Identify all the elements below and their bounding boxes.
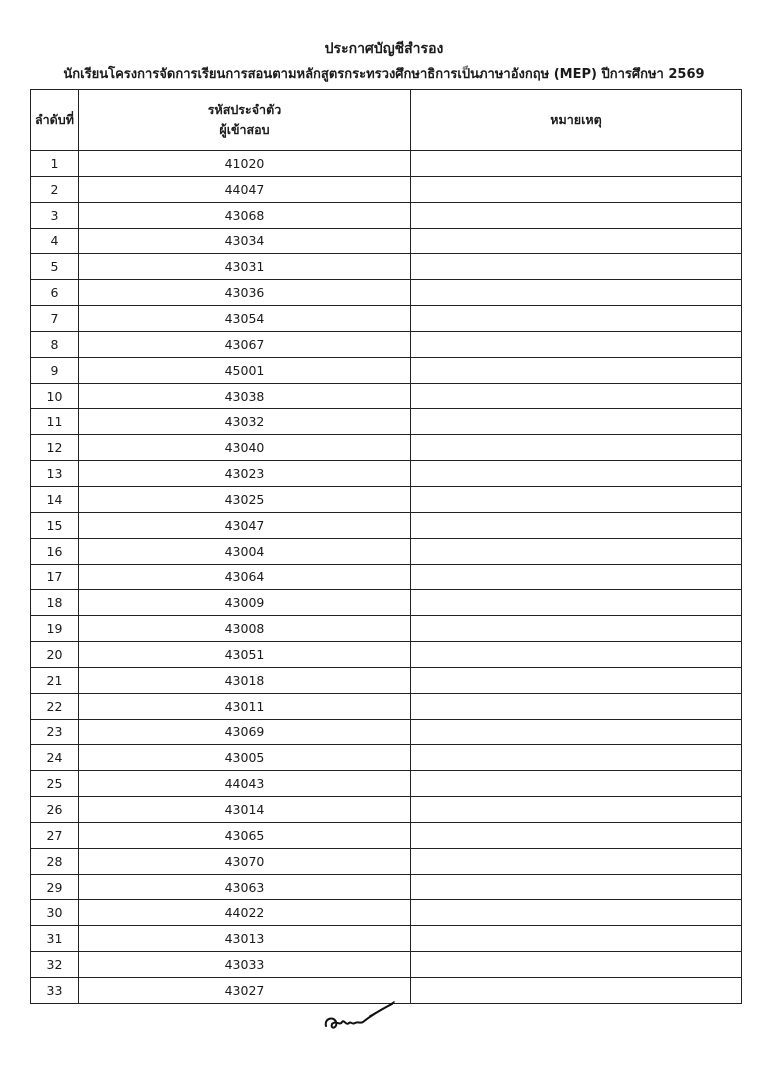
row-remark-cell <box>411 512 742 538</box>
row-remark-cell <box>411 926 742 952</box>
row-remark-cell <box>411 176 742 202</box>
row-order-cell: 33 <box>31 978 79 1004</box>
row-remark-cell <box>411 848 742 874</box>
row-examinee-id-cell: 43070 <box>79 848 411 874</box>
row-examinee-id-cell: 43009 <box>79 590 411 616</box>
row-remark-cell <box>411 435 742 461</box>
row-examinee-id-cell: 43025 <box>79 486 411 512</box>
row-order-cell: 8 <box>31 331 79 357</box>
row-remark-cell <box>411 254 742 280</box>
table-row <box>31 512 742 538</box>
row-order-cell: 19 <box>31 616 79 642</box>
row-order-cell: 11 <box>31 409 79 435</box>
table-row <box>31 331 742 357</box>
row-examinee-id-cell: 44043 <box>79 771 411 797</box>
row-order-cell: 21 <box>31 667 79 693</box>
row-examinee-id-cell: 41020 <box>79 151 411 177</box>
row-order-cell: 22 <box>31 693 79 719</box>
row-remark-cell <box>411 797 742 823</box>
column-header-remark: หมายเหตุ <box>411 90 742 151</box>
column-header-order: ลำดับที่ <box>31 90 79 151</box>
row-examinee-id-cell: 43008 <box>79 616 411 642</box>
row-order-cell: 4 <box>31 228 79 254</box>
row-examinee-id-cell: 44047 <box>79 176 411 202</box>
table-row <box>31 228 742 254</box>
page-subtitle: นักเรียนโครงการจัดการเรียนการสอนตามหลักสูตรกระทรวงศึกษาธิการเป็นภาษาอังกฤษ (MEP) ปีการศึกษา 2569 <box>63 67 705 82</box>
row-remark-cell <box>411 409 742 435</box>
table-row <box>31 357 742 383</box>
row-remark-cell <box>411 564 742 590</box>
row-remark-cell <box>411 642 742 668</box>
row-examinee-id-cell: 43063 <box>79 874 411 900</box>
table-row <box>31 306 742 332</box>
table-row <box>31 642 742 668</box>
row-order-cell: 25 <box>31 771 79 797</box>
row-order-cell: 2 <box>31 176 79 202</box>
row-order-cell: 30 <box>31 900 79 926</box>
row-remark-cell <box>411 590 742 616</box>
row-examinee-id-cell: 43013 <box>79 926 411 952</box>
row-order-cell: 12 <box>31 435 79 461</box>
row-examinee-id-cell: 43011 <box>79 693 411 719</box>
table-row <box>31 926 742 952</box>
row-remark-cell <box>411 461 742 487</box>
row-examinee-id-cell: 43027 <box>79 978 411 1004</box>
table-row <box>31 616 742 642</box>
row-examinee-id-cell: 43067 <box>79 331 411 357</box>
row-order-cell: 17 <box>31 564 79 590</box>
row-remark-cell <box>411 745 742 771</box>
row-remark-cell <box>411 306 742 332</box>
row-examinee-id-cell: 43051 <box>79 642 411 668</box>
row-remark-cell <box>411 874 742 900</box>
row-examinee-id-cell: 43069 <box>79 719 411 745</box>
column-header-id-line1: รหัสประจำตัว <box>207 102 282 117</box>
table-row <box>31 486 742 512</box>
row-order-cell: 24 <box>31 745 79 771</box>
row-remark-cell <box>411 719 742 745</box>
row-remark-cell <box>411 228 742 254</box>
row-remark-cell <box>411 667 742 693</box>
table-row <box>31 383 742 409</box>
row-order-cell: 29 <box>31 874 79 900</box>
table-row <box>31 771 742 797</box>
row-order-cell: 31 <box>31 926 79 952</box>
table-row <box>31 667 742 693</box>
row-examinee-id-cell: 43031 <box>79 254 411 280</box>
table-row <box>31 874 742 900</box>
row-order-cell: 32 <box>31 952 79 978</box>
row-order-cell: 13 <box>31 461 79 487</box>
row-examinee-id-cell: 43040 <box>79 435 411 461</box>
table-row <box>31 151 742 177</box>
row-remark-cell <box>411 538 742 564</box>
row-examinee-id-cell: 44022 <box>79 900 411 926</box>
row-remark-cell <box>411 978 742 1004</box>
row-remark-cell <box>411 771 742 797</box>
row-order-cell: 7 <box>31 306 79 332</box>
row-examinee-id-cell: 43023 <box>79 461 411 487</box>
row-examinee-id-cell: 43034 <box>79 228 411 254</box>
table-body <box>31 151 742 1004</box>
table-row <box>31 435 742 461</box>
row-order-cell: 5 <box>31 254 79 280</box>
row-remark-cell <box>411 616 742 642</box>
table-row <box>31 564 742 590</box>
table-row <box>31 900 742 926</box>
row-remark-cell <box>411 383 742 409</box>
reserve-list-table <box>30 89 742 1004</box>
table-row <box>31 848 742 874</box>
row-examinee-id-cell: 43004 <box>79 538 411 564</box>
row-order-cell: 23 <box>31 719 79 745</box>
row-examinee-id-cell: 43032 <box>79 409 411 435</box>
row-order-cell: 15 <box>31 512 79 538</box>
table-row <box>31 202 742 228</box>
row-remark-cell <box>411 822 742 848</box>
row-order-cell: 3 <box>31 202 79 228</box>
row-examinee-id-cell: 43054 <box>79 306 411 332</box>
column-header-id-line2: ผู้เข้าสอบ <box>219 122 270 137</box>
row-examinee-id-cell: 43036 <box>79 280 411 306</box>
row-remark-cell <box>411 486 742 512</box>
row-remark-cell <box>411 900 742 926</box>
row-examinee-id-cell: 43018 <box>79 667 411 693</box>
row-remark-cell <box>411 693 742 719</box>
page-title: ประกาศบัญชีสำรอง <box>324 41 444 57</box>
column-header-examinee-id <box>79 90 411 151</box>
row-order-cell: 26 <box>31 797 79 823</box>
row-examinee-id-cell: 43064 <box>79 564 411 590</box>
row-remark-cell <box>411 151 742 177</box>
row-remark-cell <box>411 280 742 306</box>
table-row <box>31 693 742 719</box>
table-row <box>31 822 742 848</box>
table-row <box>31 176 742 202</box>
row-order-cell: 16 <box>31 538 79 564</box>
table-row <box>31 952 742 978</box>
row-examinee-id-cell: 43005 <box>79 745 411 771</box>
table-row <box>31 280 742 306</box>
row-remark-cell <box>411 357 742 383</box>
row-order-cell: 20 <box>31 642 79 668</box>
row-order-cell: 10 <box>31 383 79 409</box>
table-row <box>31 797 742 823</box>
table-row <box>31 409 742 435</box>
row-order-cell: 6 <box>31 280 79 306</box>
row-order-cell: 9 <box>31 357 79 383</box>
handwritten-signature-icon <box>318 986 398 1036</box>
row-examinee-id-cell: 43068 <box>79 202 411 228</box>
table-row <box>31 461 742 487</box>
row-examinee-id-cell: 43047 <box>79 512 411 538</box>
row-remark-cell <box>411 952 742 978</box>
row-order-cell: 1 <box>31 151 79 177</box>
row-order-cell: 28 <box>31 848 79 874</box>
table-row <box>31 590 742 616</box>
table-row <box>31 538 742 564</box>
row-remark-cell <box>411 331 742 357</box>
table-header-row <box>31 90 742 151</box>
row-examinee-id-cell: 43038 <box>79 383 411 409</box>
table-row <box>31 745 742 771</box>
row-order-cell: 18 <box>31 590 79 616</box>
row-remark-cell <box>411 202 742 228</box>
row-examinee-id-cell: 45001 <box>79 357 411 383</box>
row-order-cell: 14 <box>31 486 79 512</box>
table-row <box>31 719 742 745</box>
row-examinee-id-cell: 43014 <box>79 797 411 823</box>
row-order-cell: 27 <box>31 822 79 848</box>
row-examinee-id-cell: 43065 <box>79 822 411 848</box>
table-row <box>31 254 742 280</box>
row-examinee-id-cell: 43033 <box>79 952 411 978</box>
